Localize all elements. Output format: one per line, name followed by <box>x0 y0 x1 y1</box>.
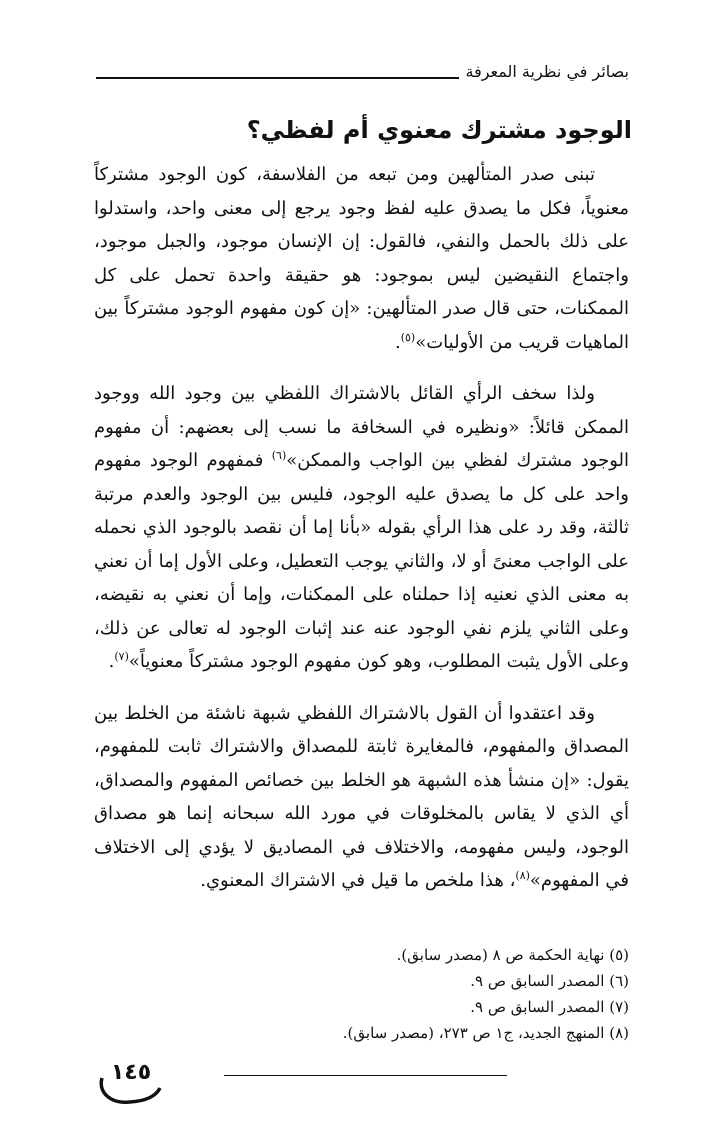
paragraph <box>94 158 629 359</box>
footnote-ref: (٥) <box>400 330 416 344</box>
paragraph-tail: . <box>108 651 115 672</box>
footnote: (٨) المنهج الجديد، ج١ ص ٢٧٣، (مصدر سابق). <box>342 1024 629 1042</box>
paragraph-text: فمفهوم الوجود مفهوم واحد على كل ما يصدق عليه الوجود، فليس بين الوجود والعدم مرتبة ثالثة، وقد رد على هذا الرأي بقوله «بأنا إما أن نقصد بالوجود الذي نحمله على الواجب معنىً أو لا، والثاني يوجب التعطيل، وعلى الأول إما أن نعني به معنى الذي نعنيه إذا حملناه على الممكنات، وإما أن نعني به نقيضه، وعلى الثاني يلزم نفي الوجود عنه عند إثبات الوجود له تعالى عن ذلك، وعلى الأول يثبت المطلوب، وهو كون مفهوم الوجود مشتركاً معنوياً» <box>94 450 629 672</box>
book-title: بصائر في نظرية المعرفة <box>465 62 629 81</box>
footnote: (٧) المصدر السابق ص ٩. <box>470 998 629 1016</box>
footnotes <box>300 942 629 1046</box>
paragraph-tail: ، هذا ملخص ما قيل في الاشتراك المعنوي. <box>200 870 516 891</box>
footnote: (٥) نهاية الحكمة ص ٨ (مصدر سابق). <box>396 946 629 964</box>
section-heading: الوجود مشترك معنوي أم لفظي؟ <box>246 116 632 144</box>
paragraph-text: ولذا سخف الرأي القائل بالاشتراك اللفظي بين وجود الله ووجود الممكن قائلاً: «ونظيره في السخافة ما نسب إلى بعضهم: أن مفهوم الوجود مشترك لفظي بين الواجب والممكن» <box>94 383 630 471</box>
footer-rule <box>224 1075 507 1076</box>
footnote-ref: (٨) <box>515 869 530 882</box>
paragraph-tail: . <box>394 331 401 353</box>
paragraph <box>94 377 629 679</box>
paragraph-text: وقد اعتقدوا أن القول بالاشتراك اللفظي شبهة ناشئة من الخلط بين المصداق والمفهوم، فالمغايرة ثابتة للمصداق والاشتراك ثابت للمفهوم، يقول: «إن منشأ هذه الشبهة هو الخلط بين خصائص المفهوم والمصداق، أي الذي لا يقاس بالمخلوقات في مورد الله سبحانه إنما هو مصداق الوجود، وليس مفهومه، والاختلاف في المصاديق لا يؤدي إلى الاختلاف في المفهوم» <box>94 702 629 891</box>
paragraph-text: تبنى صدر المتألهين ومن تبعه من الفلاسفة، كون الوجود مشتركاً معنوياً، فكل ما يصدق عليه لفظ وجود يرجع إلى معنى واحد، واستدلوا على ذلك بالحمل والنفي، فالقول: إن الإنسان موجود، والجبل موجود، واجتماع النقيضين ليس بموجود: هو حقيقة واحدة تحمل على كل الممكنات، حتى قال صدر المتألهين: «إن كون مفهوم الوجود مشتركاً بين الماهيات قريب من الأوليات» <box>94 164 630 353</box>
running-header <box>96 64 629 81</box>
footnote: (٦) المصدر السابق ص ٩. <box>470 972 629 990</box>
body-text <box>94 158 629 916</box>
paragraph <box>94 697 629 898</box>
header-rule <box>96 77 459 79</box>
footnote-ref: (٧) <box>114 650 129 663</box>
footnote-ref: (٦) <box>271 449 287 462</box>
page-number: ١٤٥ <box>110 1060 152 1085</box>
